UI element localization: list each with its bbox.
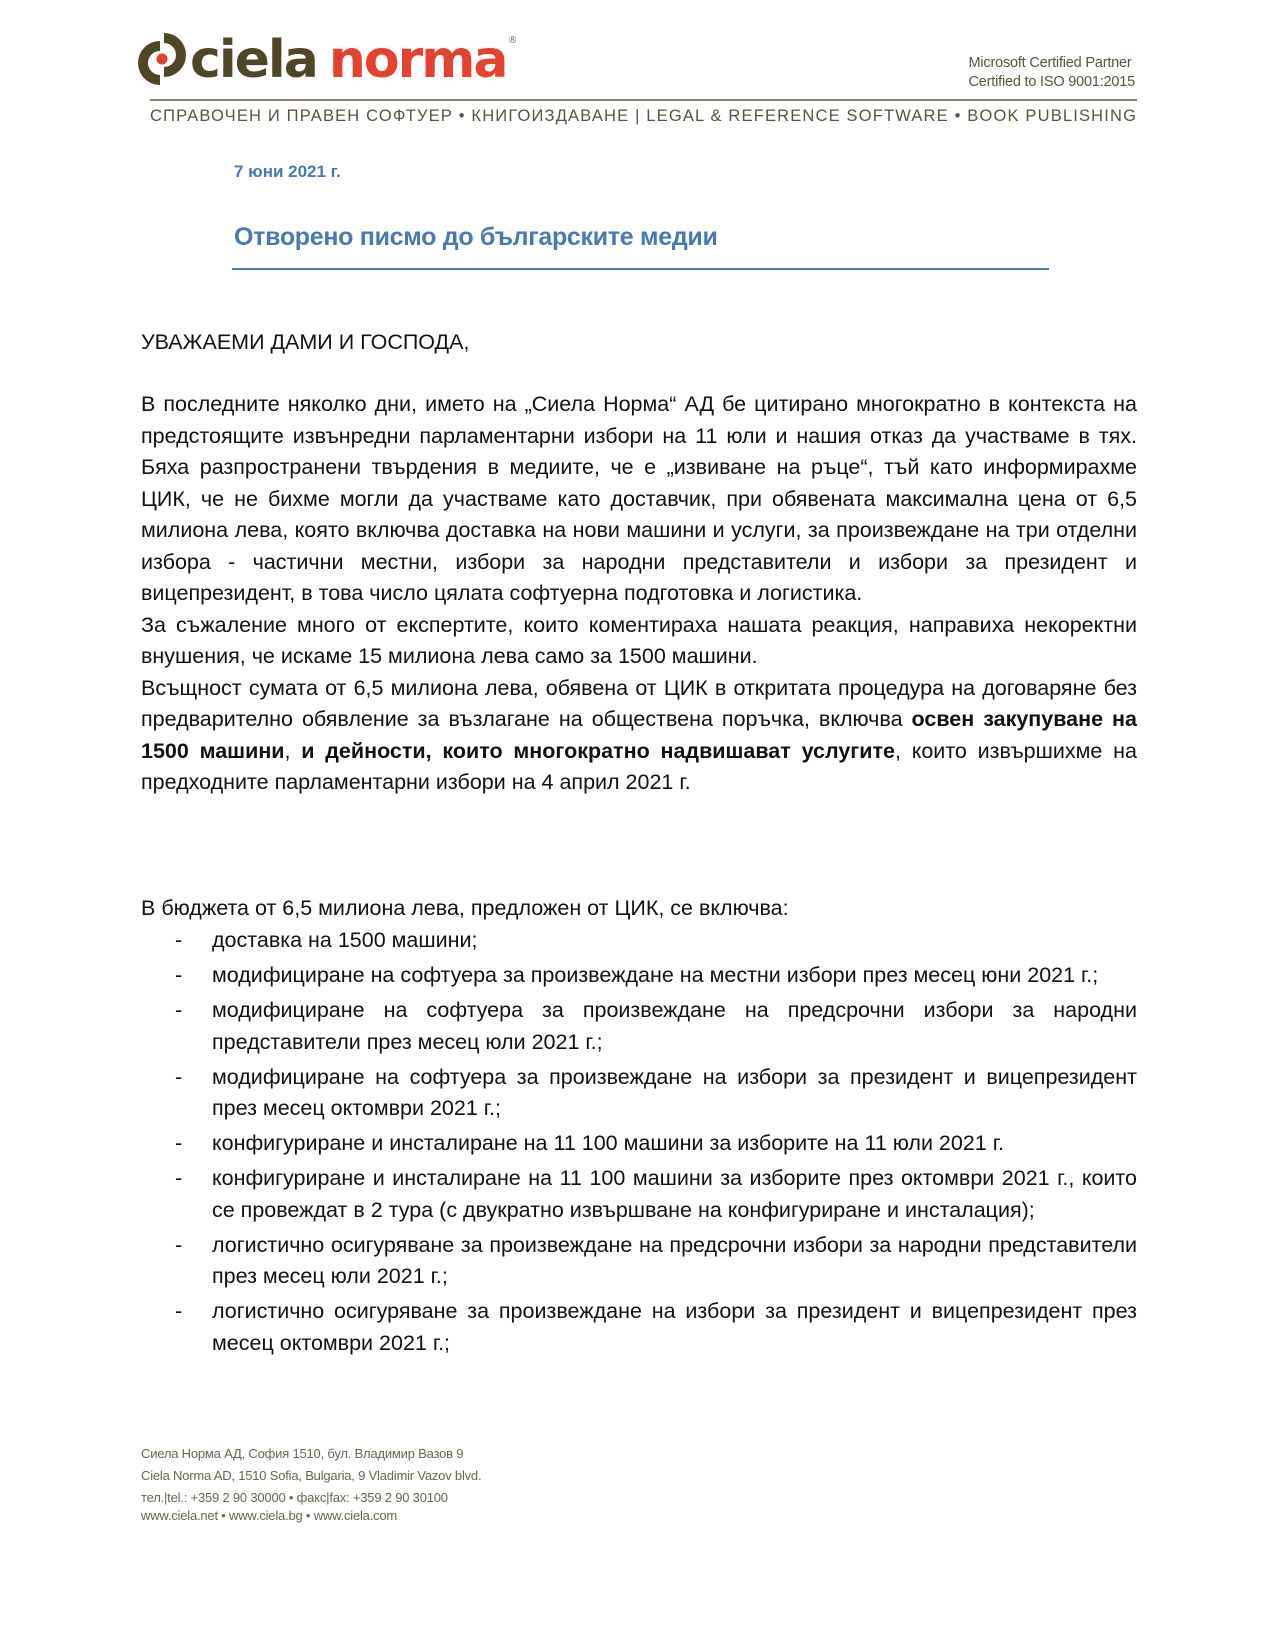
dash-bullet-icon: - [175, 1166, 183, 1190]
dash-bullet-icon: - [175, 963, 183, 987]
list-item-text: логистично осигуряване за произвеждане на избори за президент и вицепрезидент през месец октомври 2021 г.; [212, 1299, 1137, 1355]
logo-wordmark [190, 30, 518, 90]
list-item-text: конфигуриране и инсталиране на 11 100 машини за изборите през октомври 2021 г., които се провеждат в 2 тура (с двукратно извършване на конфигуриране и инсталация); [212, 1166, 1137, 1222]
document-title: Отворено писмо до българските медии [234, 223, 718, 251]
company-tagline: СПРАВОЧЕН И ПРАВЕН СОФТУЕР • КНИГОИЗДАВАНЕ | LEGAL & REFERENCE SOFTWARE • BOOK PUBLISHING [150, 106, 1138, 125]
ciela-logo-icon [138, 27, 186, 91]
list-item [141, 1230, 1137, 1293]
paragraph-2: За съжаление много от експертите, които коментираха нашата реакция, направиха некоректни внушения, че искаме 15 милиона лева само за 1500 машини. [141, 612, 1137, 668]
dash-bullet-icon: - [175, 1064, 183, 1089]
dash-bullet-icon: - [175, 1232, 183, 1257]
list-item [141, 1128, 1137, 1160]
footer-address-bg: Сиела Норма АД, София 1510, бул. Владимир Вазов 9 [141, 1446, 464, 1461]
header-divider [150, 99, 1137, 101]
company-logo [138, 26, 518, 92]
dash-bullet-icon: - [175, 928, 183, 952]
list-item [141, 995, 1137, 1058]
paragraph-3-text: , които извършихме на предходните парламентарни избори на 4 април 2021 г. [141, 738, 1137, 794]
paragraph-3-bold: освен закупуване на 1500 машини [141, 707, 1137, 763]
list-item [141, 1296, 1137, 1359]
paragraph-1: В последните няколко дни, името на „Сиела Норма“ АД бе цитирано многократно в контекста на предстоящите извънредни парламентарни избори на 11 юли и нашия отказ да участваме в тях. Бяха разпространени твърдения в медиите, че е „извиване на ръце“, тъй като информирахме ЦИК, че не бихме могли да участваме като доставчик, при обявената максимална цена от 6,5 милиона лева, която включва доставка на нови машини и услуги, за произвеждане на три отделни избора - частични местни, избори за народни представители и избори за президент и вицепрезидент, в това число цялата софтуерна подготовка и логистика. [141, 392, 1137, 605]
dash-bullet-icon: - [175, 1131, 183, 1155]
logo-word-norma: norma [328, 30, 507, 90]
certification-microsoft: Microsoft Certified Partner [968, 55, 1132, 71]
certification-iso: Certified to ISO 9001:2015 [968, 74, 1135, 90]
letter-body [141, 389, 1137, 799]
list-item-text: модифициране на софтуера за произвеждане на местни избори през месец юни 2021 г.; [212, 963, 1099, 987]
paragraph-3-text: Всъщност сумата от 6,5 милиона лева, обявена от ЦИК в откритата процедура на договаряне без предварително обявление за възлагане на обществена поръчка, включва [141, 675, 1137, 731]
salutation: УВАЖАЕМИ ДАМИ И ГОСПОДА, [141, 330, 470, 354]
certifications [969, 54, 1136, 92]
title-underline [232, 268, 1049, 270]
list-item-text: логистично осигуряване за произвеждане на предсрочни избори за народни представители през месец юли 2021 г.; [212, 1232, 1137, 1288]
list-item-text: доставка на 1500 машини; [212, 928, 478, 952]
footer-websites: www.ciela.net • www.ciela.bg • www.ciela.com [141, 1508, 398, 1523]
footer-phones: тел.|tel.: +359 2 90 30000 • факс|fax: +359 2 90 30100 [141, 1490, 448, 1505]
logo-word-ciela: ciela [190, 30, 317, 90]
registered-mark: ® [507, 35, 518, 46]
list-item [141, 1163, 1137, 1226]
dash-bullet-icon: - [175, 998, 183, 1022]
paragraph-3-text: , [284, 738, 302, 763]
budget-intro: В бюджета от 6,5 милиона лева, предложен от ЦИК, се включва: [141, 896, 789, 920]
paragraph-3-bold: и дейности, които многократно надвишават услугите [301, 738, 895, 763]
footer-address-en: Ciela Norma AD, 1510 Sofia, Bulgaria, 9 Vladimir Vazov blvd. [141, 1468, 482, 1483]
list-item-text: конфигуриране и инсталиране на 11 100 машини за изборите на 11 юли 2021 г. [212, 1131, 1004, 1155]
list-item-text: модифициране на софтуера за произвеждане на предсрочни избори за народни представители през месец юли 2021 г.; [212, 998, 1137, 1054]
dash-bullet-icon: - [175, 1299, 183, 1323]
letterhead-footer [141, 1443, 481, 1523]
list-item [141, 960, 1137, 992]
list-item [141, 1062, 1137, 1125]
document-date: 7 юни 2021 г. [234, 162, 341, 181]
budget-list [141, 925, 1137, 1363]
list-item [141, 925, 1137, 957]
paragraph-3 [141, 673, 1137, 799]
list-item-text: модифициране на софтуера за произвеждане на избори за президент и вицепрезидент през месец октомври 2021 г.; [212, 1064, 1137, 1120]
